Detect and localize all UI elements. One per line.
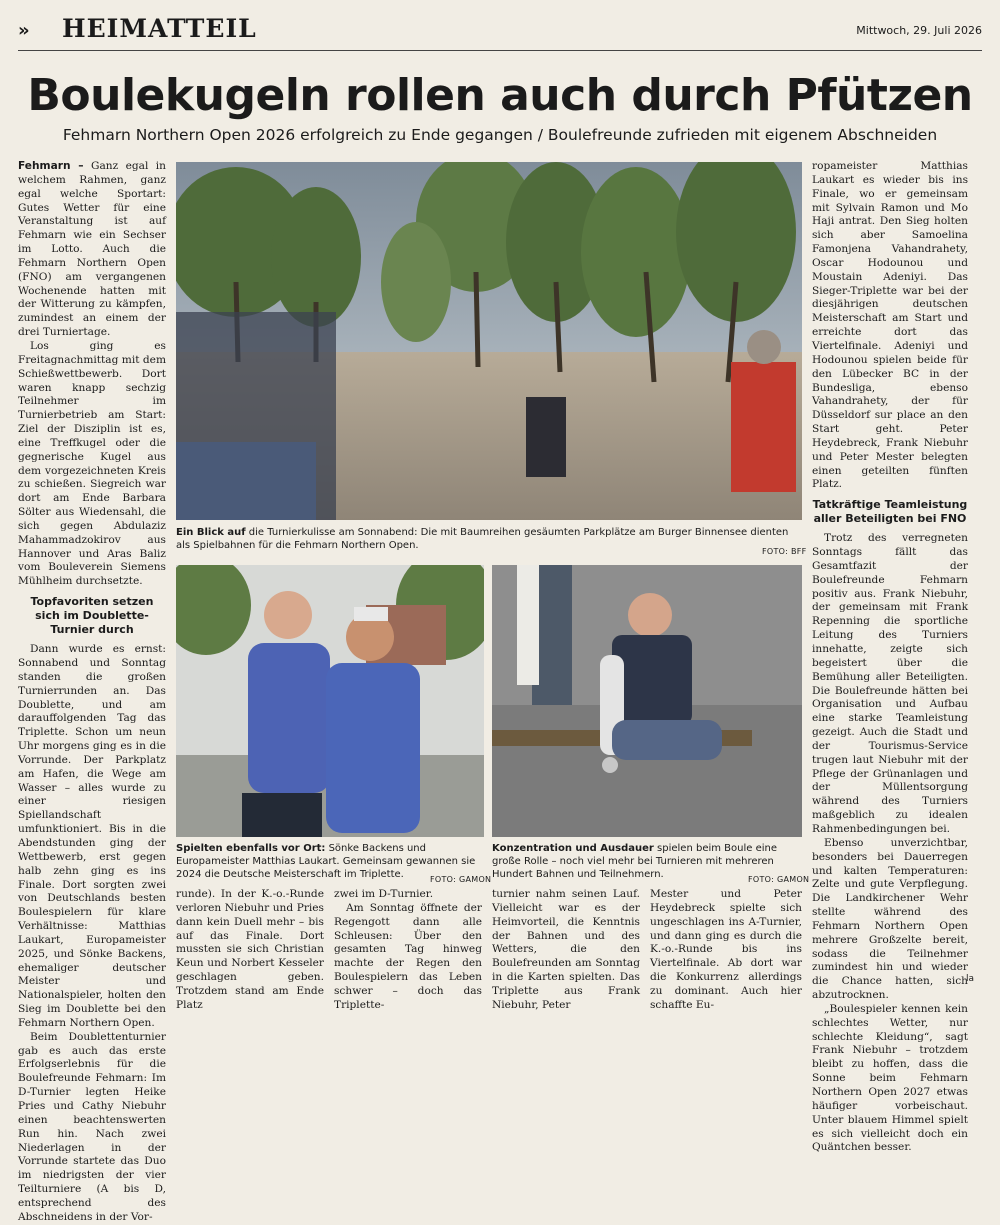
main-photo-caption: Ein Blick auf die Turnierkulisse am Sonnabend: Die mit Baumreihen gesäumten Parkplätze am Burger Binnensee dienten als Spielbahnen für die Fehmarn Northern Open. (176, 527, 789, 551)
issue-date: Mittwoch, 29. Juli 2026 (856, 24, 982, 37)
article-column-1 (18, 160, 166, 1223)
photo-credit: FOTO: GAMON (430, 875, 492, 884)
paragraph: Ganz egal in welchem Rahmen, ganz egal welche Sportart: Gutes Wetter für eine Veranstaltung ist auf Fehmarn wie ein Sechser im Lotto. Auch die Fehmarn Northern Open (FNO) am vergangenen Wochenende hatten mit der Witterung zu kämpfen, zumindest an einem der drei Turniertage. (18, 160, 166, 339)
paragraph: Mester und Peter Heydebreck spielte sich ungeschlagen ins A-Turnier, und dann ging es durch die K.-o.-Runde bis ins Viertelfinale. Ab dort war die Konkurrenz allerdings zu dominant. Auch hier schaffte Eu- (650, 888, 802, 1011)
header-rule (18, 50, 982, 51)
page-mark: la (965, 974, 974, 984)
players-photo-caption: Spielten ebenfalls vor Ort: Sönke Backens und Europameister Matthias Laukart. Gemeinsam gewannen sie 2024 die Deutsche Meisterschaft im Triplette. (176, 843, 476, 880)
paragraph: „Boulespieler kennen kein schlechtes Wetter, nur schlechte Kleidung“, sagt Frank Niebuhr – trotzdem bleibt zu hoffen, dass die Sonne beim Fehmarn Northern Open 2027 etwas häufiger vorbeischaut. Unter blauem Himmel spielt es sich vielleicht doch ein Quäntchen besser. (812, 1002, 968, 1154)
paragraph: Trotz des verregneten Sonntags fällt das Gesamtfazit der Boulefreunde Fehmarn positiv aus. Frank Niebuhr, der gemeinsam mit Frank Repenning die sportliche Leitung des Turniers innehatte, zeigte sich begeistert über die Bemühung aller Beteiligten. Die Boulefreunde hätten bei Organisation und Aufbau eine starke Teamleistung gezeigt. Auch die Stadt und der Tourismus-Service trugen laut Niebuhr mit der Pflege der Grünanlagen und der Müllentsorgung während des Turniers maßgeblich zu idealen Rahmenbedingungen bei. (812, 532, 968, 835)
subheading: Tatkräftige Teamleistung aller Beteiligten bei FNO (812, 498, 968, 526)
paragraph: Dann wurde es ernst: Sonnabend und Sonntag standen die großen Turnierrunden an. Das Doublette, und am darauffolgenden Tag das Triplette. Schon um neun Uhr morgens ging es in die Vorrunde. Der Parkplatz am Hafen, die Wege am Wasser – alles wurde zu einer riesigen Spiellandschaft umfunktioniert. Bis in die Abendstunden ging der Wettbewerb, erst gegen halb zehn ging es ins Finale. Dort sorgten zwei von Deutschlands besten Boulespielern für klare Verhältnisse: Matthias Laukart, Europameister 2025, und Sönke Backens, ehemaliger deutscher Meister und Nationalspieler, holten den Sieg im Doublette bei den Fehmarn Northern Open. (18, 643, 166, 1029)
paragraph: Ebenso unverzichtbar, besonders bei Dauerregen und kalten Temperaturen: Zelte und gute Verpflegung. Die Landkirchener Wehr stellte während des Fehmarn Northern Open mehrere Großzelte bereit, sodass die Teilnehmer zumindest hin und wieder die Chance hatten, sich abzutrocknen. (812, 836, 968, 1002)
players-photo (176, 565, 484, 837)
two-players-image (176, 565, 484, 837)
article-column-2 (176, 888, 324, 1011)
photo-credit: FOTO: BFF (762, 547, 807, 556)
headline: Boulekugeln rollen auch durch Pfützen (27, 70, 973, 121)
chevron-icon: » (18, 20, 30, 41)
paragraph: Los ging es Freitagnachmittag mit dem Schießwettbewerb. Dort waren knapp sechzig Teilnehmer im Turnierbetrieb am Start: Ziel der Disziplin ist es, eine Treffkugel oder die gegnerische Kugel aus dem vorgezeichneten Kreis zu schießen. Siegreich war dort am Ende Barbara Sölter aus Wiedensahl, die sich gegen Abdulaziz Mahammadzokirov aus Hannover und Aras Baliz vom Bouleverein Siemens Mühlheim durchsetzte. (18, 339, 166, 588)
crouching-player-image (492, 565, 802, 837)
player-crouching-photo (492, 565, 802, 837)
article-column-6 (812, 160, 968, 1154)
paragraph: turnier nahm seinen Lauf. Vielleicht war es der Heimvorteil, die Kenntnis der Bahnen und des Wetters, die den Boulefreunden am Sonntag in die Karten spielten. Das Triplette aus Frank Niebuhr, Peter (492, 888, 640, 1011)
section-header (18, 14, 982, 44)
paragraph: ropameister Matthias Laukart es wieder bis ins Finale, wo er gemeinsam mit Sylvain Ramon und Mo Haji antrat. Den Sieg holten sich aber Samoelina Famonjena Vahandrahety, Oscar Hodounou und Moustain Adeniyi. Das Sieger-Triplette war bei der diesjährigen deutschen Meisterschaft am Start und erreichte dort das Viertelfinale. Adeniyi und Hodounou spielen beide für den Lübecker BC in der Bundesliga, ebenso Vahandrahety, der für Düsseldorf sur place an den Start geht. Peter Heydebreck, Frank Niebuhr und Peter Mester belegten einen geteilten fünften Platz. (812, 160, 968, 491)
dateline: Fehmarn – (18, 160, 84, 172)
paragraph: Am Sonntag öffnete der Regengott dann alle Schleusen: Über den gesamten Tag hinweg machte der Regen den Boulespielern das Leben schwer – doch das Triplette- (334, 901, 482, 1011)
subheadline: Fehmarn Northern Open 2026 erfolgreich zu Ende gegangen / Boulefreunde zufrieden mit eigenem Abschneiden (62, 126, 938, 144)
article-column-4 (492, 888, 640, 1011)
article-column-3 (334, 888, 482, 1011)
paragraph: runde). In der K.-o.-Runde verloren Niebuhr und Pries dann kein Duell mehr – bis auf das Finale. Dort mussten sie sich Christian Keun und Norbert Kesseler geschlagen geben. Trotzdem stand am Ende Platz (176, 888, 324, 1011)
paragraph: Beim Doublettenturnier gab es auch das erste Erfolgserlebnis für die Boulefreunde Fehmarn: Im D-Turnier legten Heike Pries und Cathy Niebuhr einen beachtenswerten Run hin. Nach zwei Niederlagen in der Vorrunde startete das Duo im niedrigsten der vier Teilturniere (A bis D, entsprechend des Abschneidens in der Vor- (18, 1030, 166, 1223)
photo-credit: FOTO: GAMON (748, 875, 810, 884)
main-photo (176, 162, 802, 520)
crouching-photo-caption: Konzentration und Ausdauer spielen beim Boule eine große Rolle – noch viel mehr bei Turnieren mit mehreren Hundert Bahnen und Teilnehmern. (492, 843, 778, 880)
paragraph: zwei im D-Turnier. (334, 888, 434, 900)
boule-park-image (176, 162, 802, 520)
article-column-5 (650, 888, 802, 1011)
subheading: Topfavoriten setzen sich im Doublette-Turnier durch (30, 595, 154, 637)
section-title: HEIMATTEIL (62, 14, 257, 43)
